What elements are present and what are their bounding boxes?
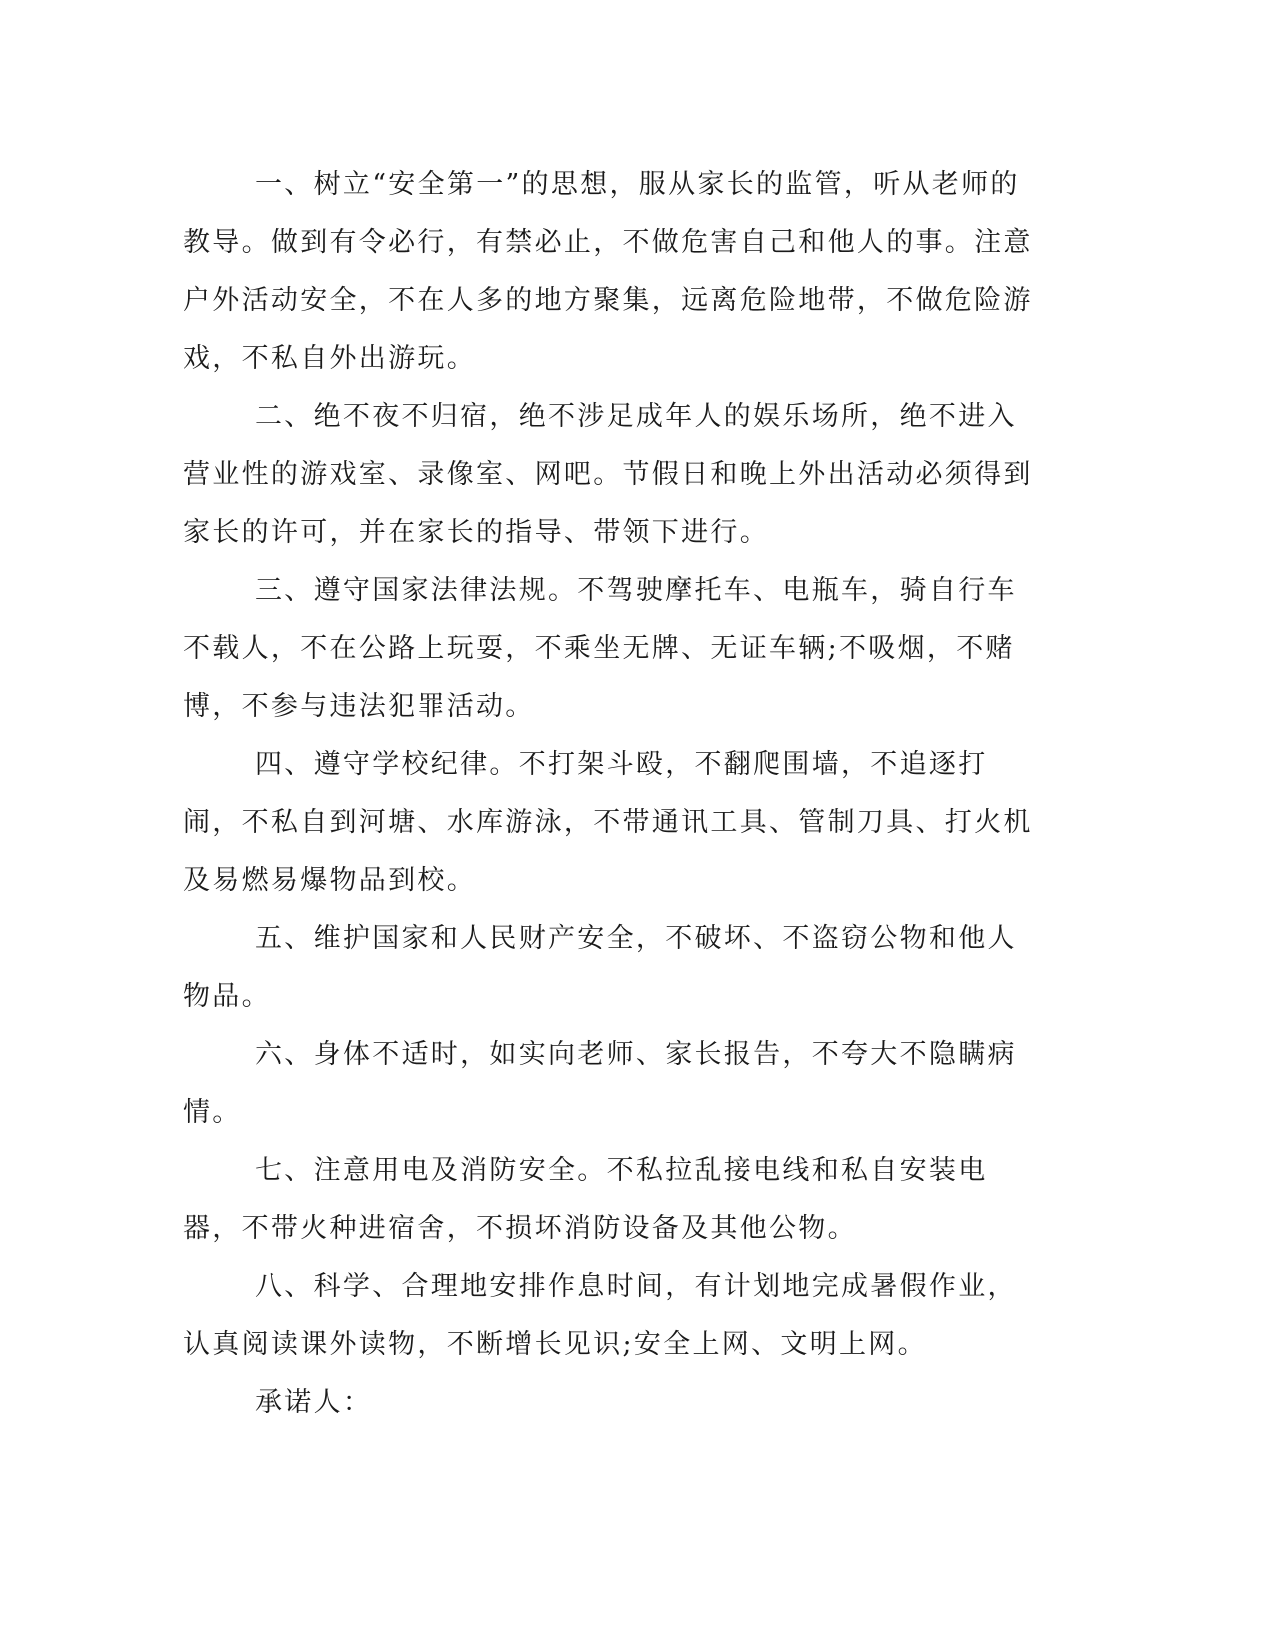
paragraph-5: 五、维护国家和人民财产安全，不破坏、不盗窃公物和他人物品。 (183, 923, 1017, 1012)
paragraph-6: 六、身体不适时，如实向老师、家长报告，不夸大不隐瞒病情。 (183, 1039, 1017, 1128)
paragraph-3: 三、遵守国家法律法规。不驾驶摩托车、电瓶车，骑自行车不载人，不在公路上玩耍，不乘坐无牌、无证车辆;不吸烟，不赌博，不参与违法犯罪活动。 (183, 575, 1017, 722)
paragraph-8: 八、科学、合理地安排作息时间，有计划地完成暑假作业，认真阅读课外读物，不断增长见识;安全上网、文明上网。 (183, 1271, 1017, 1360)
paragraph-2: 二、绝不夜不归宿，绝不涉足成年人的娱乐场所，绝不进入营业性的游戏室、录像室、网吧。节假日和晚上外出活动必须得到家长的许可，并在家长的指导、带领下进行。 (183, 401, 1033, 548)
paragraph-7: 七、注意用电及消防安全。不私拉乱接电线和私自安装电器，不带火种进宿舍，不损坏消防设备及其他公物。 (183, 1155, 988, 1244)
document-body (183, 156, 1033, 1432)
paragraph-1: 一、树立“安全第一”的思想，服从家长的监管，听从老师的教导。做到有令必行，有禁必止，不做危害自己和他人的事。注意户外活动安全，不在人多的地方聚集，远离危险地带，不做危险游戏，不私自外出游玩。 (183, 169, 1033, 374)
paragraph-4: 四、遵守学校纪律。不打架斗殴，不翻爬围墙，不追逐打闹，不私自到河塘、水库游泳，不带通讯工具、管制刀具、打火机及易燃易爆物品到校。 (183, 749, 1033, 896)
signer-label: 承诺人： (255, 1387, 373, 1418)
